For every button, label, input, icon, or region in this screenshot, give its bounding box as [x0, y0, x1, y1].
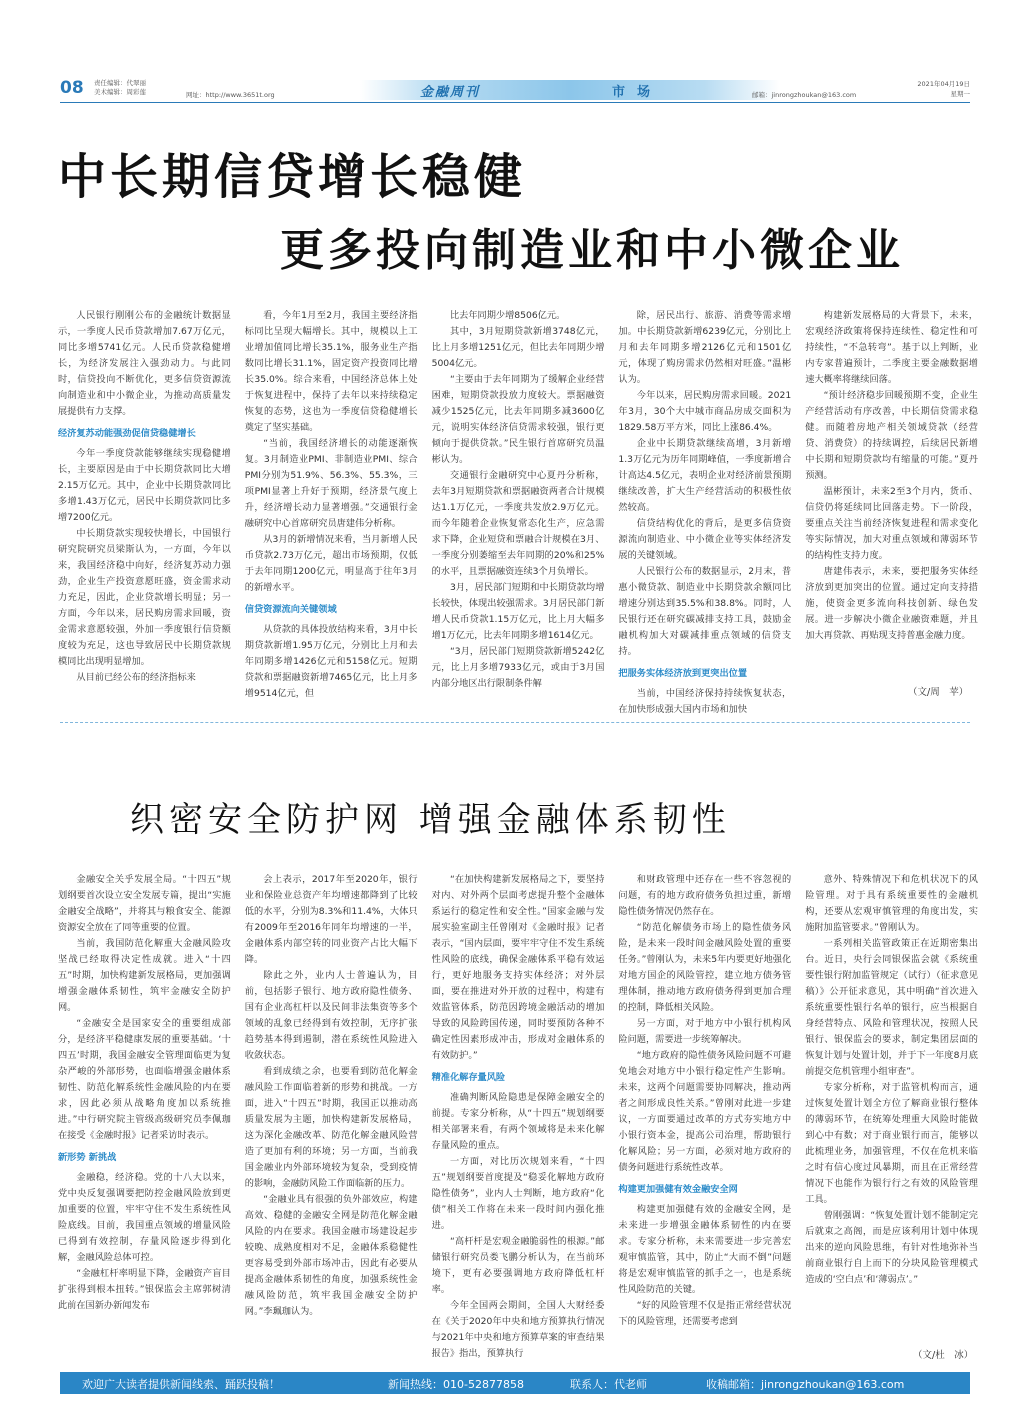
paragraph: 准确判断风险隐患是保障金融安全的前提。专家分析称，从“十四五”规划纲要相关部署来看，有两个领域将是未来化解存量风险的重点。	[431, 1092, 605, 1151]
paragraph: 看，今年1月至2月，我国主要经济指标同比呈现大幅增长。其中，规模以上工业增加值同比增长35.1%，服务业生产指数同比增长31.1%，固定资产投资同比增长35.0%。综合来看，中国经济总体上处于恢复进程中，保持了去年以来持续稳定恢复的态势，这也为一季度信贷稳健增长奠定了坚实基础。	[244, 310, 418, 433]
text-column	[618, 872, 791, 1357]
section-title: 市场	[612, 85, 663, 100]
paragraph: “金融业具有很强的负外部效应，构建高效、稳健的金融安全网是防范化解金融风险的内在要求。我国金融市场建设起步较晚、成熟度相对不足，金融体系稳健性更容易受到外部市场冲击，因此有必要从提高金融体系韧性的角度，加强系统性金融风险防范，筑牢我国金融安全防护网。”李珮珈认为。	[244, 1194, 418, 1317]
paragraph: 金融稳，经济稳。党的十八大以来，党中央反复强调要把防控金融风险放到更加重要的位置，牢牢守住不发生系统性风险底线。目前，我国重点领域的增量风险已得到有效控制，存量风险逐步得到化解，金融风险总体可控。	[58, 1172, 231, 1263]
article1-subheadline: 更多投向制造业和中小微企业	[280, 225, 904, 276]
text-column	[58, 872, 231, 1357]
paragraph: “主要由于去年同期为了缓解企业经营困难，短期贷款投放力度较大。票据融资减少1525亿元，比去年同期多减3600亿元，说明实体经济信贷需求较强，银行更倾向于提供贷款。”民生银行首席研究员温彬认为。	[431, 374, 605, 465]
paragraph: 企业中长期贷款继续高增，3月新增1.3万亿元为历年同期峰值，一季度新增合计高达4.5亿元，表明企业对经济前景预期继续改善，扩大生产经营活动的积极性依然较高。	[618, 438, 792, 513]
paragraph: 金融安全关乎发展全局。“十四五”规划纲要首次设立安全发展专篇，提出“实施金融安全战略”，并将其与粮食安全、能源资源安全放在了同等重要的位置。	[58, 874, 231, 933]
text-column	[805, 308, 978, 693]
paragraph: “防范化解债务市场上的隐性债务风险，是未来一段时间金融风险处置的重要任务。”曾刚认为，未来5年内要更好地强化对地方国企的风险管控，建立地方债务管理体制，推动地方政府债务得到更加合理的控制，降低相关风险。	[618, 922, 792, 1013]
paragraph: 人民银行刚刚公布的金融统计数据显示，一季度人民币贷款增加7.67万亿元，同比多增5741亿元。人民币贷款稳健增长，为经济发展注入强劲动力。与此同时，信贷投向不断优化，更多信贷资源流向制造业和中小微企业，为推动高质量发展提供有力支撑。	[58, 310, 231, 417]
article2-headline: 织密安全防护网 增强金融体系韧性	[130, 800, 731, 840]
text-column	[245, 872, 418, 1357]
date-text: 2021年04月19日	[917, 80, 970, 88]
paragraph: “当前，我国经济增长的动能逐渐恢复。3月制造业PMI、非制造业PMI、综合PMI分别为51.9%、56.3%、55.3%，三项PMI显著上升好于预期，经济景气度上升，经济增长动力显著增强。”交通银行金融研究中心首席研究员唐建伟分析称。	[244, 438, 418, 529]
text-column	[432, 872, 605, 1357]
footer-hotline: 新闻热线：010-52877858	[388, 1378, 524, 1391]
paragraph: 交通银行金融研究中心夏丹分析称，去年3月短期贷款和票据融资两者合计规模达1.1万亿元，一季度共发放2.9万亿元。而今年随着企业恢复常态化生产，应急需求下降，企业短贷和票融合计规模在3月、一季度分别萎缩至去年同期的20%和25%的水平，且票据融资连续3个月负增长。	[431, 470, 605, 577]
paragraph: 从目前已经公布的经济指标来	[76, 672, 196, 683]
website-url[interactable]: 网址：http://www.3651t.org	[186, 91, 275, 99]
paragraph: 当前，我国防范化解重大金融风险攻坚战已经取得决定性成就。进入“十四五”时期，加快构建新发展格局，更加强调增强金融体系韧性，筑牢金融安全防护网。	[58, 938, 231, 1013]
paragraph: 曾刚强调：“恢复处置计划不能制定完后就束之高阁，而是应该利用计划中体现出来的逆向风险思维，有针对性地弥补当前商业银行自上而下的分块风险管理模式造成的‘空白点’和‘薄弱点’。”	[805, 1210, 978, 1285]
paragraph: 除，居民出行、旅游、消费等需求增加。中长期贷款新增6239亿元，分别比上月和去年同期多增2126亿元和1501亿元，体现了购房需求仍然相对旺盛。”温彬认为。	[618, 310, 792, 385]
article2-body	[58, 872, 978, 1357]
paragraph: 人民银行公布的数据显示，2月末，普惠小微贷款、制造业中长期贷款余额同比增速分别达到35.5%和38.8%。同时，人民银行还在研究碳减排支持工具，鼓励金融机构加大对碳减排重点领域的信贷支持。	[618, 566, 792, 657]
paragraph: 从3月的新增情况来看，当月新增人民币贷款2.73万亿元，超出市场预期，仅低于去年同期1200亿元，明显高于往年3月的新增水平。	[244, 534, 418, 593]
page-header	[60, 78, 970, 102]
paragraph: 唐建伟表示，未来，要把服务实体经济放到更加突出的位置。通过定向支持措施，使资金更多流向科技创新、绿色发展。进一步解决小微企业融资难题，并且加大再贷款、再贴现支持普惠金融力度。	[805, 566, 978, 641]
section-subheading: 构建更加强健有效金融安全网	[618, 1184, 738, 1195]
paragraph: 构建新发展格局的大背景下，未来，宏观经济政策将保持连续性、稳定性和可持续性，“不急转弯”。基于以上判断，业内专家普遍预计，二季度主要金融数据增速大概率将继续回落。	[805, 310, 978, 385]
section-subheading: 经济复苏动能强劲促信贷稳健增长	[58, 428, 196, 439]
editor-info	[94, 79, 146, 97]
footer-contact: 联系人：代老师	[570, 1378, 647, 1391]
text-column	[432, 308, 605, 693]
footer-bar	[60, 1372, 970, 1394]
section-subheading: 把服务实体经济放到更突出位置	[618, 668, 748, 679]
text-column	[244, 308, 418, 699]
paragraph: 今年全国两会期间，全国人大财经委在《关于2020年中央和地方预算执行情况与2021年中央和地方预算草案的审查结果报告》指出，预算执行	[431, 1300, 605, 1359]
paragraph: 和财政管理中还存在一些不容忽视的问题，有的地方政府债务负担过重，新增隐性债务情况仍然存在。	[618, 874, 792, 917]
paragraph: “在加快构建新发展格局之下，要坚持对内、对外两个层面考虑提升整个金融体系运行的稳定性和安全性。”国家金融与发展实验室副主任曾刚对《金融时报》记者表示，“国内层面，要牢牢守住不发生系统性风险的底线，确保金融体系平稳有效运行，更好地服务支持实体经济；对外层面，要在推进对外开放的过程中，构建有效监管体系，防范因跨境金融活动的增加导致的风险跨国传递，同时要预防各种不确定性因素形成冲击，形成对金融体系的有效防护。”	[431, 874, 605, 1061]
paragraph: 意外、特殊情况下和危机状况下的风险管理。对于具有系统重要性的金融机构，还要从宏观审慎管理的角度出发，实施附加监管要求。”曾刚认为。	[805, 874, 978, 933]
text-column	[58, 308, 231, 693]
article1-body	[58, 308, 978, 715]
paragraph: “3月，居民部门短期贷款新增5242亿元，比上月多增7933亿元，或由于3月国内部分地区出行限制条件解	[431, 646, 605, 689]
paragraph: 除此之外，业内人士普遍认为，目前，包括影子银行、地方政府隐性债务、国有企业高杠杆以及民间非法集资等多个领域的乱象已经得到有效控制，无序扩张趋势基本得到遏制，潜在系统性风险进入收敛状态。	[244, 970, 418, 1061]
brand-title: 金融周刊	[420, 85, 481, 100]
header-rule	[60, 102, 970, 103]
paragraph: “金融杠杆率明显下降，金融资产盲目扩张得到根本扭转。”银保监会主席郭树清此前在国新办新闻发布	[58, 1268, 231, 1311]
text-column	[618, 308, 792, 715]
weekday-text: 星期一	[950, 90, 970, 98]
article2-byline: （文/杜 冰）	[913, 1350, 974, 1361]
paragraph: 一系列相关监管政策正在近期密集出台。近日，央行会同银保监会就《系统重要性银行附加监管规定（试行）（征求意见稿）》公开征求意见，其中明确“首次进入系统重要性银行名单的银行，应当根据自身经营特点、风险和管理状况，按照人民银行、银保监会的要求，制定集团层面的恢复计划与处置计划，并于下一年度8月底前提交危机管理小组审查”。	[805, 938, 978, 1077]
paragraph: 3月，居民部门短期和中长期贷款均增长较快，体现出较强需求。3月居民部门新增人民币贷款1.15万亿元，比上月大幅多增1万亿元，比去年同期多增1614亿元。	[431, 582, 605, 641]
section-subheading: 新形势 新挑战	[58, 1152, 117, 1163]
paragraph: 专家分析称，对于监管机构而言，通过恢复处置计划全方位了解商业银行整体的薄弱环节，在统筹处理重大风险时能做到心中有数；对于商业银行而言，能够以此梳理业务，加强管理，不仅在危机来临之时有信心度过风暴期，而且在正常经营情况下也能作为银行行之有效的风险管理工具。	[805, 1082, 978, 1205]
footer-slogan: 欢迎广大读者提供新闻线索、踊跃投稿！	[82, 1378, 280, 1391]
paragraph: “预计经济稳步回暖预期不变，企业生产经营活动有序改善，中长期信贷需求稳健。而随着房地产相关领域贷款（经营贷、消费贷）的持续调控，后续居民新增中长期和短期贷款均有缩量的可能。”夏丹预测。	[805, 390, 978, 481]
paragraph: “金融安全是国家安全的重要组成部分，是经济平稳健康发展的重要基础。‘十四五’时期，我国金融安全管理面临更为复杂严峻的外部形势，也面临增强金融体系韧性、防范化解系统性金融风险的内在要求，因此必须从战略角度加以系统推进。”中行研究院主管级高级研究员李佩珈在接受《金融时报》记者采访时表示。	[58, 1018, 231, 1141]
paragraph: 另一方面，对于地方中小银行机构风险问题，需要进一步统筹解决。	[618, 1018, 792, 1045]
paragraph: “地方政府的隐性债务风险问题不可避免地会对地方中小银行稳定性产生影响。未来，这两个问题需要协同解决，推动两者之间形成良性关系。”曾刚对此进一步建议，一方面要通过改革的方式夯实地方中小银行资本金，提高公司治理，帮助银行化解风险；另一方面，必须对地方政府的债务问题进行系统性改革。	[618, 1050, 792, 1173]
paragraph: 今年一季度贷款能够继续实现稳健增长，主要原因是由于中长期贷款同比大增2.15万亿元。其中，企业中长期贷款同比多增1.43万亿元，居民中长期贷款同比多增7200亿元。	[58, 448, 231, 523]
paragraph: “好的风险管理不仅是指正常经营状况下的风险管理，还需要考虑到	[618, 1300, 792, 1327]
paragraph: 今年以来，居民购房需求回暖。2021年3月，30个大中城市商品房成交面积为1829.58万平方米，同比上涨86.4%。	[618, 390, 792, 433]
paragraph: 会上表示，2017年至2020年，银行业和保险业总资产年均增速都降到了比较低的水平，分别为8.3%和11.4%，大体只有2009年至2016年同年均增速的一半，金融体系内部空转的同业资产占比大幅下降。	[244, 874, 418, 965]
paragraph: 构建更加强健有效的金融安全网，是未来进一步增强金融体系韧性的内在要求。专家分析称，未来需要进一步完善宏观审慎监管，其中，防止“大而不倒”问题将是宏观审慎监管的抓手之一，也是系统性风险防范的关键。	[618, 1204, 792, 1295]
paragraph: 比去年同期少增8506亿元。	[449, 310, 566, 321]
art-editor-line: 美术编辑：周彩莲	[94, 88, 146, 96]
article1-headline: 中长期信贷增长稳健	[58, 149, 527, 205]
paragraph: 信贷结构优化的背后，是更多信贷资源流向制造业、中小微企业等实体经济发展的关键领域。	[618, 518, 792, 561]
article-divider	[60, 722, 970, 723]
article1-byline: （文/周 苹）	[908, 687, 969, 698]
footer-email[interactable]: 收稿邮箱：jinrongzhoukan@163.com	[706, 1378, 905, 1391]
header-email[interactable]: 邮箱：jinrongzhoukan@163.com	[752, 91, 857, 99]
paragraph: 从贷款的具体投放结构来看，3月中长期贷款新增1.95万亿元，分别比上月和去年同期多增1426亿元和5158亿元。短期贷款和票据融资新增7465亿元，比上月多增9514亿元，但	[244, 624, 418, 699]
section-subheading: 精准化解存量风险	[431, 1072, 506, 1083]
page-number: 08	[60, 78, 84, 98]
paragraph: “高杆杆是宏观金融脆弱性的根源。”邮储银行研究员娄飞鹏分析认为，在当前环境下，更有必要强调地方政府降低杠杆率。	[431, 1236, 605, 1295]
paragraph: 中长期贷款实现较快增长，中国银行研究院研究员梁斯认为，一方面，今年以来，我国经济稳中向好，经济复苏动力强劲，企业生产投资意愿旺盛，资金需求动力充足，因此，企业贷款增长明显；另一方面，今年以来，居民购房需求回暖，资金需求意愿较强，外加一季度银行信贷额度较为充足，这也导致居民中长期贷款规模同比出现明显增加。	[58, 528, 231, 667]
paragraph: 温彬预计，未来2至3个月内，货币、信贷仍将延续同比回落走势。下一阶段，要重点关注当前经济恢复进程和需求变化等实际情况，加大对重点领域和薄弱环节的结构性支持力度。	[805, 486, 978, 561]
paragraph: 看到成绩之余，也要看到防范化解金融风险工作面临着新的形势和挑战。一方面，进入“十四五”时期，我国正以推动高质量发展为主题，加快构建新发展格局，这为深化金融改革、防范化解金融风险营造了更加有利的环境；另一方面，当前我国金融业内外部环境较为复杂，受到疫情的影响，金融防风险工作面临新的压力。	[244, 1066, 418, 1189]
issue-date	[917, 79, 970, 99]
editor-line: 责任编辑：代翠丽	[94, 79, 146, 87]
paragraph: 当前，中国经济保持持续恢复状态，在加快形成强大国内市场和加快	[618, 688, 792, 715]
section-subheading: 信贷资源流向关键领域	[244, 604, 337, 615]
paragraph: 一方面，对比历次规划来看，“十四五”规划纲要首度提及“稳妥化解地方政府隐性债务”，业内人士判断，地方政府“化债”相关工作将在未来一段时间内强化推进。	[431, 1156, 605, 1231]
paragraph: 其中，3月短期贷款新增3748亿元，比上月多增1251亿元，但比去年同期少增5004亿元。	[431, 326, 605, 369]
text-column	[805, 872, 978, 1357]
